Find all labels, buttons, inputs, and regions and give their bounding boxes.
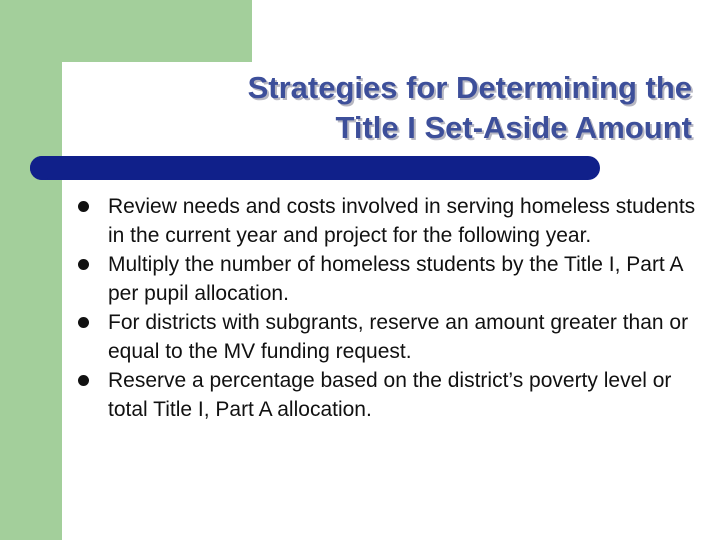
bullet-item	[78, 250, 698, 308]
bullet-text: Reserve a percentage based on the district’s poverty level or total Title I, Part A allocation.	[108, 369, 672, 421]
decorative-green-side-bar	[0, 0, 62, 540]
bullet-text: For districts with subgrants, reserve an amount greater than or equal to the MV funding request.	[108, 311, 689, 363]
title-underline-bar-cap	[30, 156, 54, 180]
bullet-text: Multiply the number of homeless students by the Title I, Part A per pupil allocation.	[108, 253, 683, 305]
slide-title	[132, 68, 692, 148]
bullet-dot-icon	[78, 375, 89, 386]
slide-title-line-1: Strategies for Determining the	[247, 70, 692, 105]
bullet-item	[78, 308, 698, 366]
bullet-item	[78, 366, 698, 424]
bullet-item	[78, 192, 698, 250]
bullet-dot-icon	[78, 317, 89, 328]
bullet-text: Review needs and costs involved in serving homeless students in the current year and project for the following year.	[108, 195, 696, 247]
bullet-list	[78, 192, 698, 424]
bullet-dot-icon	[78, 259, 89, 270]
title-underline-bar	[30, 156, 600, 180]
bullet-dot-icon	[78, 201, 89, 212]
slide-title-line-2: Title I Set-Aside Amount	[335, 110, 692, 145]
